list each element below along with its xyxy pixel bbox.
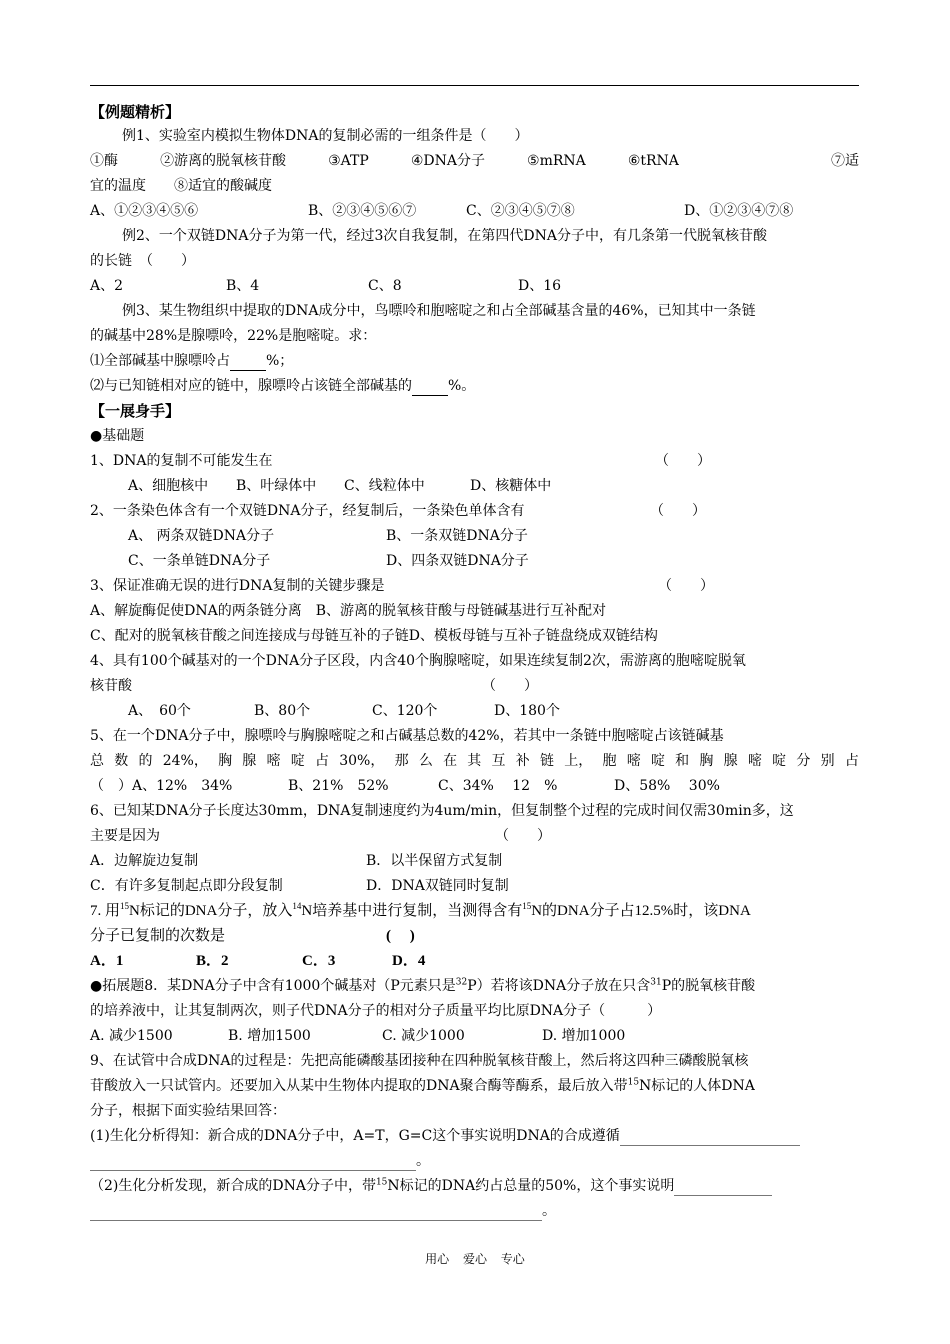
q7-line1: 7. 用$^{15}$N标记的DNA分子，放入$^{14}$N培养基中进行复制，当测得含有$^{15}$N的DNA分子占12.5%时，该DNA	[90, 901, 751, 919]
ex3-line1: 例3、某生物组织中提取的DNA成分中，鸟嘌呤和胞嘧啶之和占全部碱基含量的46%，已知其中一条链	[122, 303, 756, 319]
q6-options-row1: A．边解旋边复制 B．以半保留方式复制	[90, 853, 503, 869]
q2-options-row2: C、一条单链DNA分子 D、四条双链DNA分子	[128, 553, 529, 569]
section-examples: 【例题精析】	[90, 103, 181, 121]
ex3-q1: ⑴全部碱基中腺嘌呤占 %；	[90, 353, 294, 369]
q3-options-ab: A、解旋酶促使DNA的两条链分离 B、游离的脱氧核苷酸与母链碱基进行互补配对	[90, 603, 606, 619]
q4-line1: 4、具有100个碱基对的一个DNA分子区段，内含40个胸腺嘧啶，如果连续复制2次，需游离的胞嘧啶脱氧	[90, 653, 746, 669]
answer-blank	[230, 356, 266, 371]
answer-blank	[620, 1131, 800, 1146]
q2-options-row1: A、 两条双链DNA分子 B、一条双链DNA分子	[128, 528, 528, 544]
ex2-line2: 的长链 （ ）	[90, 253, 195, 269]
q4-options: A、 60个 B、80个 C、120个 D、180个	[128, 703, 560, 719]
q3-stem: 3、保证准确无误的进行DNA复制的关键步骤是 （ ）	[90, 578, 714, 594]
q7-options: A．1 B．2 C．3 D．4	[90, 953, 426, 969]
q4-line2: 核苷酸 （ ）	[90, 678, 538, 694]
q9-line2: 苷酸放入一只试管内。还要加入从某中生物体内提取的DNA聚合酶等酶系，最后放入带$^{15}$N标记的人体DNA	[90, 1077, 755, 1094]
q8-options: A. 减少1500 B. 增加1500 C. 减少1000 D. 增加1000	[90, 1028, 626, 1044]
q5-options: （ ）A、12% 34% B、21% 52% C、34% 12 % D、58% 30%	[90, 778, 720, 794]
q2-stem: 2、一条染色体含有一个双链DNA分子，经复制后，一条染色单体含有 （ ）	[90, 503, 706, 519]
answer-blank	[90, 1156, 416, 1171]
answer-blank	[412, 381, 448, 396]
q6-options-row2: C．有许多复制起点即分段复制 D．DNA双链同时复制	[90, 878, 509, 894]
ex2-options: A、2 B、4 C、8 D、16	[90, 278, 562, 294]
ex2-line1: 例2、一个双链DNA分子为第一代，经过3次自我复制，在第四代DNA分子中，有几条第一代脱氧核苷酸	[122, 228, 767, 244]
ex3-line2: 的碱基中28%是腺嘌呤，22%是胞嘧啶。求：	[90, 328, 377, 344]
q3-options-cd: C、配对的脱氧核苷酸之间连接成与母链互补的子链D、模板母链与互补子链盘绕成双链结构	[90, 628, 658, 644]
q5-line2: 总 数 的 24%， 胸 腺 嘧 啶 占 30%， 那 么 在 其 互 补 链 上， 胞 嘧 啶 和 胸 腺 嘧 啶 分 别 占	[90, 753, 859, 769]
page-footer: 用心 爱心 专心	[425, 1252, 525, 1266]
ex3-q2: ⑵与已知链相对应的链中，腺嘌呤占该链全部碱基的 %。	[90, 378, 476, 394]
ex1-stem: 例1、实验室内模拟生物体DNA的复制必需的一组条件是（ ）	[122, 128, 529, 144]
ex1-items: ①酶 ②游离的脱氧核苷酸 ③ATP ④DNA分子 ⑤mRNA ⑥tRNA ⑦适	[90, 153, 859, 169]
q9-line3: 分子，根据下面实验结果回答：	[90, 1103, 286, 1119]
ex1-options: A、①②③④⑤⑥ B、②③④⑤⑥⑦ C、②③④⑤⑦⑧ D、①②③④⑦⑧	[90, 203, 794, 219]
q7-line2: 分子已复制的次数是 ( )	[90, 928, 415, 944]
q1-options: A、细胞核中 B、叶绿体中 C、线粒体中 D、核糖体中	[128, 478, 552, 494]
q9-line1: 9、在试管中合成DNA的过程是：先把高能磷酸基团接种在四种脱氧核苷酸上，然后将这四种三磷酸脱氧核	[90, 1053, 749, 1069]
q6-line1: 6、已知某DNA分子长度达30mm，DNA复制速度约为4um/min，但复制整个过程的完成时间仅需30min多，这	[90, 803, 794, 819]
answer-blank	[674, 1181, 772, 1196]
header-rule	[90, 85, 859, 86]
q9-part2: （2)生化分析发现，新合成的DNA分子中，带$^{15}$N标记的DNA约占总量的50%，这个事实说明	[90, 1176, 859, 1196]
answer-blank	[90, 1206, 542, 1221]
q5-line1: 5、在一个DNA分子中，腺嘌呤与胸腺嘧啶之和占碱基总数的42%，若其中一条链中胞嘧啶占该链碱基	[90, 728, 724, 744]
q9-part1-cont: 。	[90, 1151, 859, 1171]
q1-stem: 1、DNA的复制不可能发生在 （ ）	[90, 453, 711, 469]
q8-line2: 的培养液中，让其复制两次，则子代DNA分子的相对分子质量平均比原DNA分子（ ）	[90, 1003, 662, 1019]
q9-part2-cont: 。	[90, 1201, 859, 1221]
ex1-items-cont: 宜的温度 ⑧适宜的酸碱度	[90, 178, 272, 194]
q6-line2: 主要是因为 （ ）	[90, 828, 551, 844]
section-practice: 【一展身手】	[90, 402, 181, 420]
section-basic: ●基础题	[90, 428, 145, 444]
q8-line1: ●拓展题8．某DNA分子中含有1000个碱基对（P元素只是$^{32}$P）若将该DNA分子放在只含$^{31}$P的脱氧核苷酸	[90, 977, 756, 994]
q9-part1: (1)生化分析得知：新合成的DNA分子中，A=T，G=C这个事实说明DNA的合成遵循	[90, 1126, 859, 1146]
